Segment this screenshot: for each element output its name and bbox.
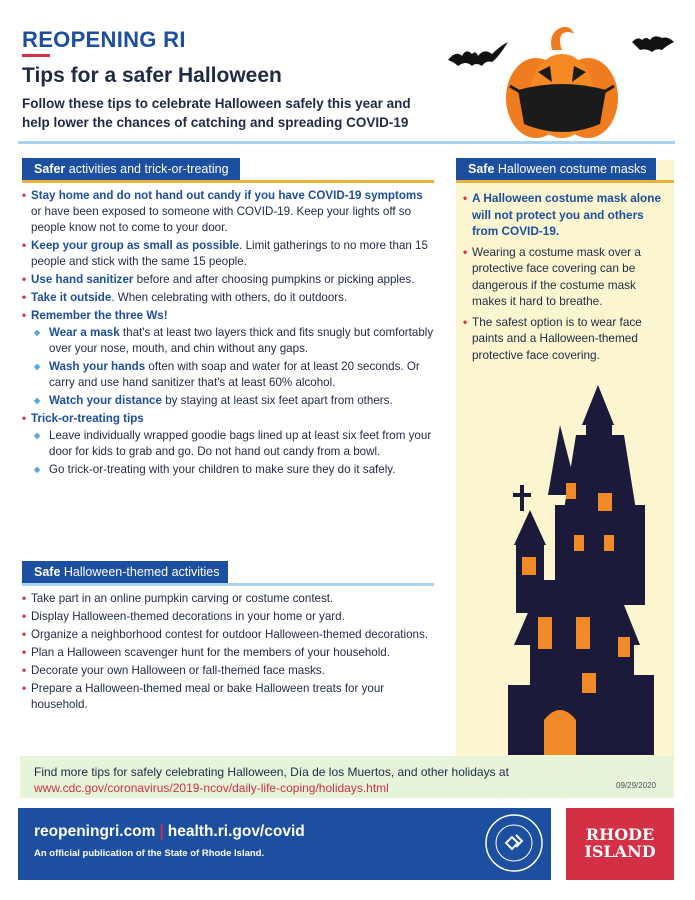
list-item: • Wearing a costume mask over a protective face covering can be dangerous if the costume mask makes it hard to breathe. <box>463 244 669 310</box>
pumpkin-icon <box>506 27 618 138</box>
footer-tagline: An official publication of the State of Rhode Island. <box>34 848 265 859</box>
list-item <box>31 325 434 357</box>
list-item <box>31 359 434 391</box>
more-tips-text <box>34 764 594 796</box>
activities-heading-bold: Safer <box>34 162 66 176</box>
item-text: often with soap and water for at least 20 seconds. Or carry and use hand sanitizer that's at least 60% alcohol. <box>49 360 420 389</box>
masks-heading <box>456 158 656 180</box>
masks-heading-rule <box>456 180 674 183</box>
list-item: • Plan a Halloween scavenger hunt for the members of your household. <box>22 645 434 661</box>
themed-list <box>22 591 434 715</box>
item-text: before and after choosing pumpkins or picking apples. <box>133 273 415 286</box>
brand-underline <box>22 54 50 57</box>
health-ri-link[interactable]: health.ri.gov/covid <box>167 823 305 840</box>
item-text: by staying at least six feet apart from others. <box>161 394 393 407</box>
masks-heading-bold: Safe <box>468 162 495 176</box>
footer-separator: | <box>159 823 164 840</box>
footer-bar <box>18 808 551 880</box>
item-text: . Limit gatherings to no more than 15 people and stick with the same 15 people. <box>31 239 428 268</box>
cdc-holidays-link[interactable]: www.cdc.gov/coronavirus/2019-ncov/daily-life-coping/holidays.html <box>34 781 389 795</box>
masks-list <box>463 190 669 367</box>
page-title: Tips for a safer Halloween <box>22 64 282 87</box>
themed-heading-rest: Halloween-themed activities <box>60 565 220 579</box>
item-text: or have been exposed to someone with COVID-19. Keep your lights off so people know not to come to your door. <box>31 205 412 234</box>
list-item <box>22 308 434 409</box>
list-item: • Prepare a Halloween-themed meal or bake Halloween treats for your household. <box>22 681 434 713</box>
list-item <box>22 290 434 306</box>
themed-heading <box>22 561 228 583</box>
list-item <box>22 238 434 270</box>
list-item: • Organize a neighborhood contest for outdoor Halloween-themed decorations. <box>22 627 434 643</box>
item-bold: Wear a mask <box>49 326 120 339</box>
activities-heading <box>22 158 240 180</box>
list-item: ◆ Go trick-or-treating with your children to make sure they do it safely. <box>31 462 434 478</box>
item-bold: Wash your hands <box>49 360 146 373</box>
bat-icon <box>632 36 674 52</box>
list-item <box>22 188 434 236</box>
haunted-house-icon <box>500 385 665 755</box>
reopeningri-link[interactable]: reopeningri.com <box>34 823 156 840</box>
bat-icon <box>448 42 508 66</box>
page-subtitle: Follow these tips to celebrate Halloween safely this year and help lower the chances of catching and spreading COVID-19 <box>22 96 411 130</box>
item-text: that's at least two layers thick and fits snugly but comfortably over your nose, mouth, and chin without any gaps. <box>49 326 434 355</box>
item-bold: Trick-or-treating tips <box>31 412 144 425</box>
brand-title: REOPENING RI <box>22 27 186 52</box>
list-item <box>31 393 434 409</box>
list-item <box>22 411 434 478</box>
list-item: • A Halloween costume mask alone will not protect you and others from COVID-19. <box>463 190 669 240</box>
masks-heading-rest: Halloween costume masks <box>494 162 647 176</box>
item-bold: Use hand sanitizer <box>31 273 134 286</box>
health-department-seal-icon <box>484 813 544 873</box>
item-bold: Watch your distance <box>49 394 162 407</box>
three-ws-list <box>31 325 434 409</box>
list-item <box>22 272 434 288</box>
item-bold: Stay home and do not hand out candy if you have COVID-19 symptoms <box>31 189 423 202</box>
footer-urls <box>34 823 305 841</box>
logo-line-2: ISLAND <box>584 842 656 861</box>
list-item: • Take part in an online pumpkin carving or costume contest. <box>22 591 434 607</box>
list-item: • Display Halloween-themed decorations in your home or yard. <box>22 609 434 625</box>
item-bold: Take it outside <box>31 291 112 304</box>
activities-heading-rule <box>22 180 434 183</box>
item-text: . When celebrating with others, do it outdoors. <box>111 291 348 304</box>
item-bold: Remember the three Ws! <box>31 309 168 322</box>
themed-heading-rule <box>22 583 434 586</box>
list-item: ◆ Leave individually wrapped goodie bags lined up at least six feet from your door for kids to grab and go. Do not hand out candy from a bowl. <box>31 428 434 460</box>
list-item: • Decorate your own Halloween or fall-themed face masks. <box>22 663 434 679</box>
item-bold: Keep your group as small as possible <box>31 239 240 252</box>
logo-line-1: RHODE <box>585 825 655 844</box>
trick-tips-list <box>31 428 434 478</box>
publish-date: 09/29/2020 <box>616 781 657 790</box>
more-tips-message: Find more tips for safely celebrating Halloween, Día de los Muertos, and other holidays at <box>34 765 509 779</box>
header-divider <box>18 141 675 144</box>
activities-list <box>22 188 434 480</box>
activities-heading-rest: activities and trick-or-treating <box>65 162 229 176</box>
rhode-island-logo-text <box>566 826 674 860</box>
list-item: • The safest option is to wear face paints and a Halloween-themed protective face covering. <box>463 314 669 364</box>
pumpkin-with-mask-icon <box>440 20 680 140</box>
themed-heading-bold: Safe <box>34 565 61 579</box>
